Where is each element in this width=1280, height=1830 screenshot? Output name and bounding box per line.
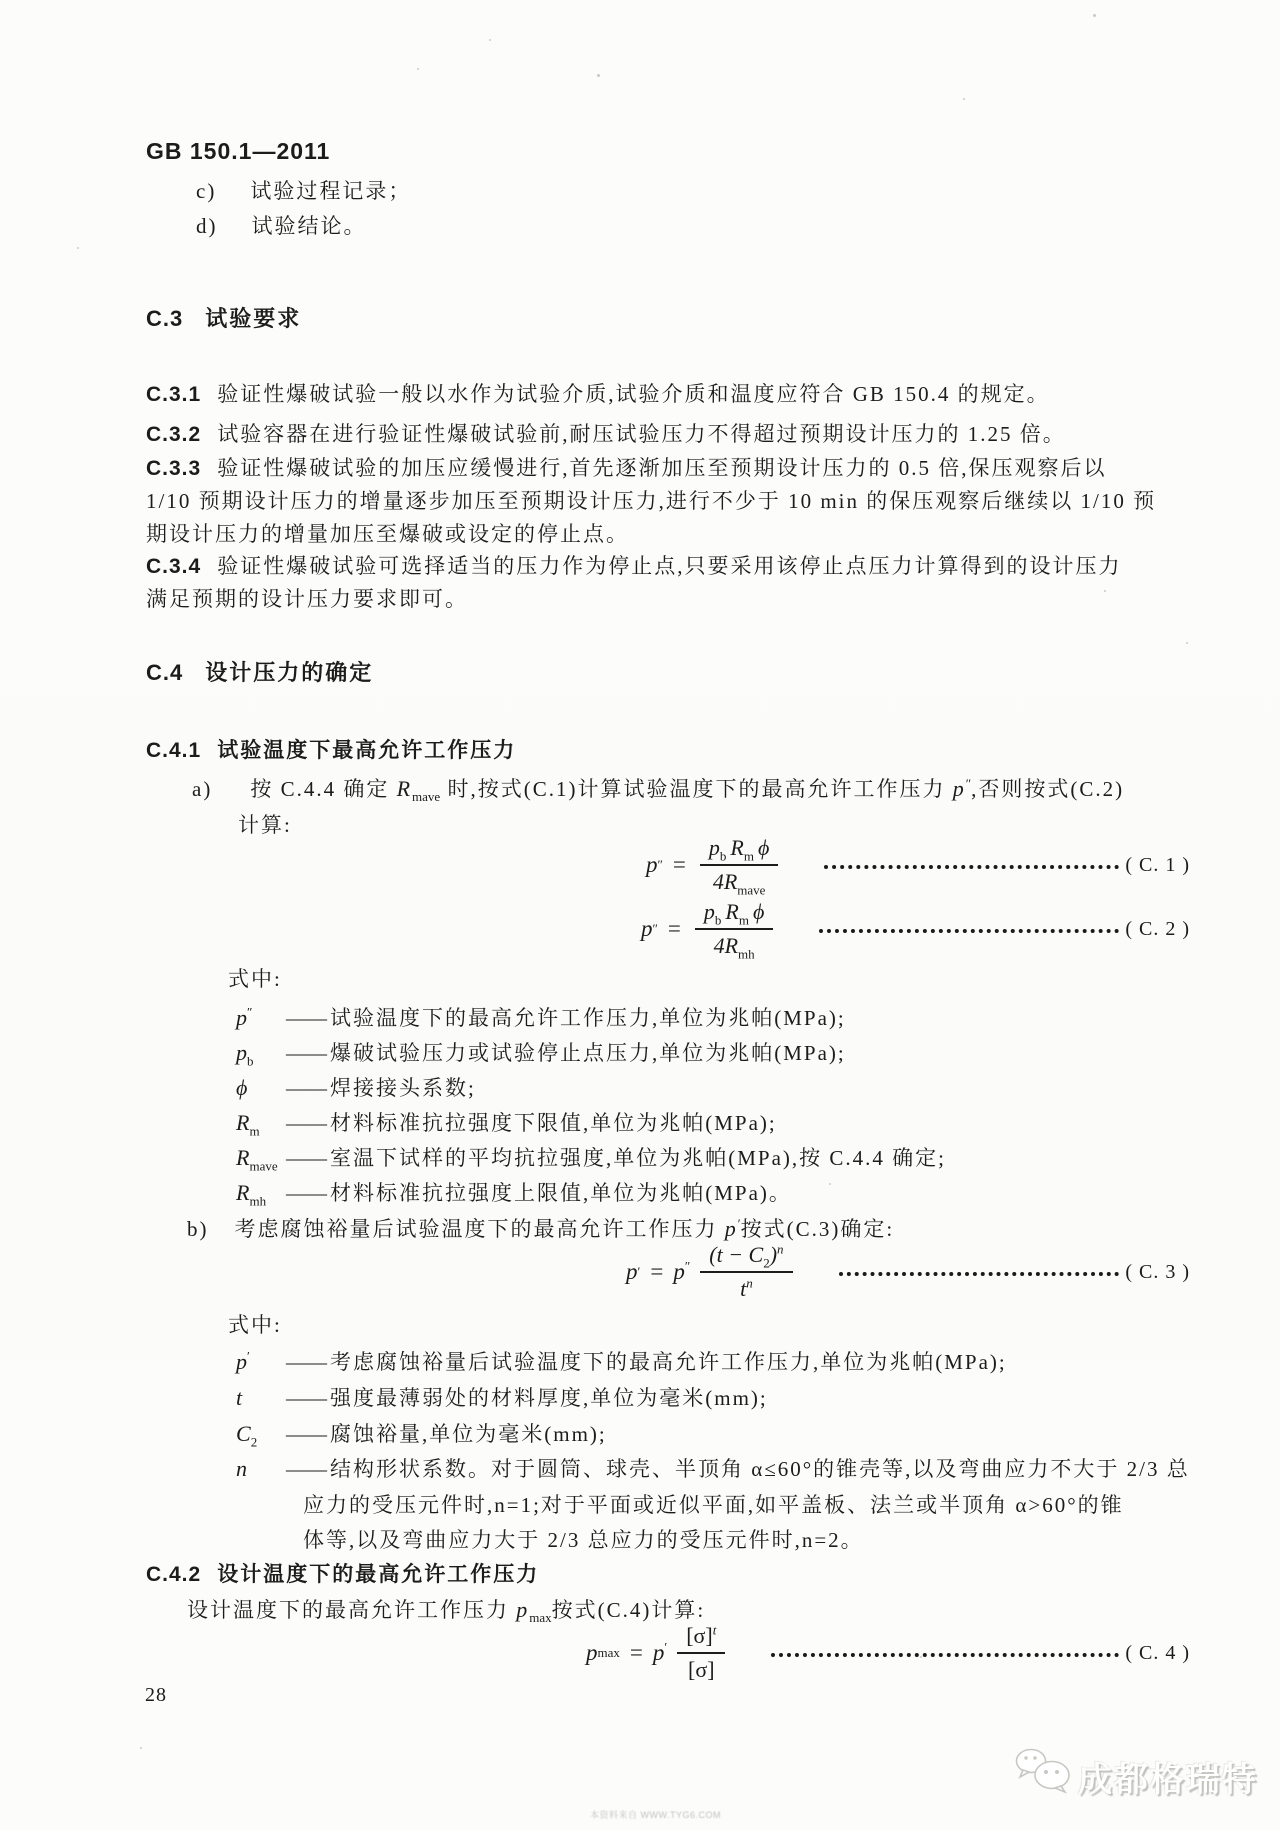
list-item-c-text: 试验过程记录；	[250, 179, 412, 203]
clause-c41-title: 试验温度下最高允许工作压力	[217, 739, 517, 762]
clause-c34-number: C.3.4	[146, 555, 202, 578]
dash: ——	[286, 1181, 326, 1205]
symbol: $p_b$	[236, 1040, 254, 1069]
definition-row	[236, 1349, 1007, 1375]
scan-speck	[597, 74, 600, 77]
symbol: t	[236, 1385, 243, 1410]
formula-c3-math: p ′ = p″ $\frac{(t - C_2)^n}{t^n}$	[626, 1242, 797, 1302]
fraction: $\frac{(t - C_2)^n}{t^n}$	[700, 1242, 792, 1302]
definition-row	[236, 1385, 768, 1411]
symbol-p-dprime-sup: ″	[965, 776, 972, 791]
fraction: $\frac{[\sigma]^t}{[\sigma]}$	[677, 1623, 725, 1683]
clause-c42-title: 设计温度下的最高允许工作压力	[217, 1563, 540, 1586]
symbol-p-max: p	[516, 1597, 530, 1622]
list-item-d-label: d)	[196, 214, 218, 238]
fraction: $\frac{p_b R_m \phi}{4R_{mh}}$	[695, 899, 773, 959]
dotted-leader	[839, 1272, 1120, 1276]
scan-speck	[417, 68, 419, 70]
definition-text: 爆破试验压力或试验停止点压力,单位为兆帕(MPa);	[330, 1041, 846, 1065]
list-item-c	[196, 178, 411, 204]
where-label-1: 式中:	[228, 967, 282, 991]
definition-text: 材料标准抗拉强度下限值,单位为兆帕(MPa);	[330, 1111, 777, 1135]
list-item-d-text: 试验结论。	[251, 214, 367, 238]
definition-text: 结构形状系数。对于圆筒、球壳、半顶角 α≤60°的锥壳等,以及弯曲应力不大于 2/3 总	[330, 1457, 1190, 1481]
item-b-seg2: 按式(C.3)确定:	[740, 1217, 895, 1241]
formula-c4-label: ( C. 4 )	[1125, 1641, 1190, 1664]
symbol: ϕ	[236, 1075, 248, 1100]
definition-row	[236, 1110, 777, 1139]
item-a-seg3: ,否则按式(C.2)	[971, 777, 1125, 801]
clause-c33-number: C.3.3	[146, 457, 202, 480]
formula-c4-math: p max = p′ $\frac{[\sigma]^t}{[\sigma]}$	[586, 1623, 729, 1683]
definition-row	[236, 1421, 607, 1450]
item-a-seg2: 时,按式(C.1)计算试验温度下的最高允许工作压力	[440, 777, 953, 801]
doc-code: GB 150.1—2011	[146, 138, 331, 164]
item-a-label: a)	[192, 777, 213, 801]
definition-row	[236, 1456, 1190, 1482]
section-c4-number: C.4	[146, 660, 184, 685]
scan-speck	[77, 247, 79, 249]
formula-c1-math: p ″ = $\frac{p_b R_m \phi}{4R_{mave}}$	[646, 835, 782, 895]
definition-text: 强度最薄弱处的材料厚度,单位为毫米(mm);	[330, 1386, 768, 1410]
definition-n-line2: 应力的受压元件时,n=1;对于平面或近似平面,如平盖板、法兰或半顶角 α>60°的锥	[303, 1493, 1124, 1517]
formula-c3-label: ( C. 3 )	[1125, 1260, 1190, 1283]
c42-seg1: 设计温度下的最高允许工作压力	[187, 1598, 517, 1622]
definition-row	[236, 1005, 846, 1031]
scan-speck	[1093, 14, 1096, 17]
formula-c2-math: p ″ = $\frac{p_b R_m \phi}{4R_{mh}}$	[641, 899, 777, 959]
formula-c1	[146, 834, 1190, 896]
definition-row	[236, 1075, 476, 1101]
clause-c41-number: C.4.1	[146, 739, 202, 762]
formula-c1-label: ( C. 1 )	[1125, 853, 1190, 876]
clause-c34-text1: 验证性爆破试验可选择适当的压力作为停止点,只要采用该停止点压力计算得到的设计压力	[217, 554, 1122, 578]
definition-row	[236, 1180, 792, 1209]
formula-c4	[146, 1620, 1190, 1686]
clause-c32-text: 试验容器在进行验证性爆破试验前,耐压试验压力不得超过预期设计压力的 1.25 倍。	[217, 422, 1066, 446]
clause-c31-text: 验证性爆破试验一般以水作为试验介质,试验介质和温度应符合 GB 150.4 的规定。	[217, 382, 1050, 406]
dash: ——	[286, 1350, 326, 1374]
section-c3-number: C.3	[146, 306, 184, 331]
scan-speck	[1104, 590, 1106, 592]
scan-speck	[920, 1656, 922, 1658]
item-a-line1	[192, 776, 1125, 805]
clause-c33-line3: 期设计压力的增量加压至爆破或设定的停止点。	[146, 522, 629, 546]
formula-c2-label: ( C. 2 )	[1125, 917, 1190, 940]
clause-c32	[146, 421, 1066, 448]
item-a-seg1: 按 C.4.4 确定	[250, 777, 397, 801]
clause-c32-number: C.3.2	[146, 423, 202, 446]
symbol-Rmave: R	[396, 776, 413, 801]
symbol-p-prime-sup: ′	[737, 1216, 741, 1231]
dash: ——	[286, 1006, 326, 1030]
clause-c42-heading	[146, 1562, 539, 1588]
definition-n-line3: 体等,以及弯曲应力大于 2/3 总应力的受压元件时,n=2。	[303, 1528, 864, 1552]
clause-c33-text1: 验证性爆破试验的加压应缓慢进行,首先逐渐加压至预期设计压力的 0.5 倍,保压观察后以	[217, 456, 1107, 480]
brand-name: 成都格瑞特	[1078, 1761, 1258, 1799]
section-c4-title: 设计压力的确定	[205, 660, 374, 685]
definition-text: 试验温度下的最高允许工作压力,单位为兆帕(MPa);	[330, 1006, 846, 1030]
symbol: n	[236, 1456, 247, 1481]
footer-watermark: 本资料来自 WWW.TYG6.COM	[590, 1810, 721, 1820]
clause-c31	[146, 381, 1050, 408]
item-b-seg1: 考虑腐蚀裕量后试验温度下的最高允许工作压力	[234, 1217, 725, 1241]
dash: ——	[286, 1422, 326, 1446]
dash: ——	[286, 1146, 326, 1170]
dotted-leader	[819, 929, 1119, 933]
dash: ——	[286, 1111, 326, 1135]
section-c4-heading	[146, 660, 373, 686]
symbol: p″	[236, 1004, 253, 1030]
clause-c41-heading	[146, 738, 516, 764]
definition-text: 焊接接头系数;	[330, 1076, 476, 1100]
where-label-2: 式中:	[228, 1313, 282, 1337]
definition-text: 材料标准抗拉强度上限值,单位为兆帕(MPa)。	[330, 1181, 792, 1205]
scan-speck	[1186, 642, 1188, 644]
fraction: $\frac{p_b R_m \phi}{4R_{mave}}$	[700, 835, 778, 895]
dash: ——	[286, 1457, 326, 1481]
list-item-d	[196, 213, 367, 239]
scan-speck	[140, 1747, 142, 1749]
list-item-c-label: c)	[196, 179, 217, 203]
symbol-p-prime: p	[724, 1216, 738, 1241]
dash: ——	[286, 1041, 326, 1065]
dash: ——	[286, 1386, 326, 1410]
symbol: $R_m$	[236, 1110, 260, 1139]
section-c3-title: 试验要求	[205, 306, 302, 331]
definition-text: 考虑腐蚀裕量后试验温度下的最高允许工作压力,单位为兆帕(MPa);	[330, 1350, 1007, 1374]
definition-text: 室温下试样的平均抗拉强度,单位为兆帕(MPa),按 C.4.4 确定;	[330, 1146, 946, 1170]
dash: ——	[286, 1076, 326, 1100]
symbol: $R_{mh}$	[236, 1180, 267, 1209]
scan-speck	[829, 1183, 831, 1185]
symbol: $C_2$	[236, 1421, 258, 1450]
formula-c2	[146, 898, 1190, 960]
symbol-Rmave-sub: mave	[412, 789, 441, 805]
clause-c33-line2: 1/10 预期设计压力的增量逐步加压至预期设计压力,进行不少于 10 min 的保压观察后继续以 1/10 预	[146, 489, 1157, 513]
symbol: p′	[236, 1348, 250, 1374]
scan-speck	[489, 39, 491, 41]
definition-text: 腐蚀裕量,单位为毫米(mm);	[330, 1422, 607, 1446]
page-number: 28	[145, 1684, 167, 1706]
clause-c34-line1	[146, 553, 1121, 580]
wechat-icon	[1013, 1746, 1073, 1794]
dotted-leader	[771, 1653, 1119, 1657]
item-a-line2: 计算:	[238, 813, 292, 837]
symbol: $R_{mave}$	[236, 1145, 278, 1174]
clause-c34-line2: 满足预期的设计压力要求即可。	[146, 587, 468, 611]
item-b-line	[187, 1216, 894, 1242]
clause-c33-line1	[146, 455, 1106, 482]
definition-row	[236, 1040, 846, 1069]
clause-c31-number: C.3.1	[146, 383, 202, 406]
scan-speck	[963, 98, 965, 100]
symbol-p-max-sub: max	[529, 1610, 552, 1626]
dotted-leader	[824, 865, 1119, 869]
section-c3-heading	[146, 306, 301, 332]
symbol-p-dprime: p	[952, 776, 966, 801]
clause-c42-number: C.4.2	[146, 1563, 202, 1586]
formula-c3	[146, 1240, 1190, 1304]
definition-row	[236, 1145, 946, 1174]
item-b-label: b)	[187, 1217, 209, 1241]
c42-seg2: 按式(C.4)计算:	[551, 1598, 706, 1622]
